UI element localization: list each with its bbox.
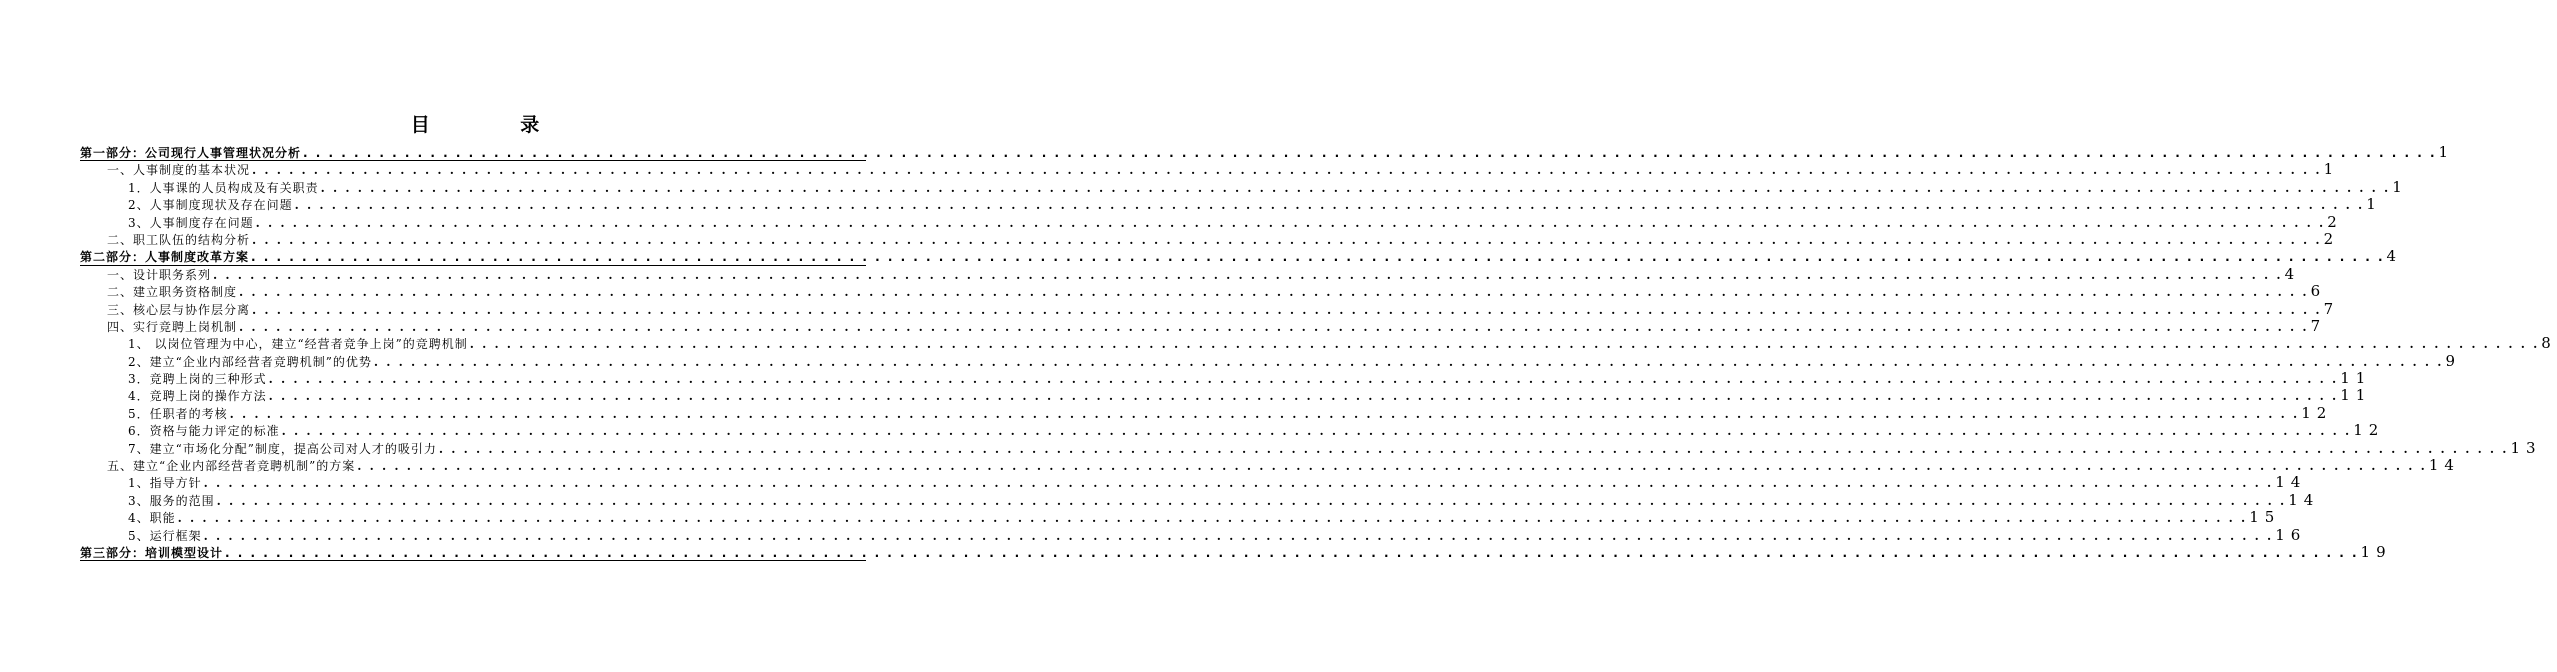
toc-entry-text: 第三部分：培训模型设计 — [80, 545, 224, 560]
toc-entry[interactable] — [80, 177, 2408, 196]
toc-entry[interactable] — [80, 334, 2557, 353]
toc-page-number: 15 — [2249, 508, 2281, 527]
toc-entry[interactable] — [80, 403, 2333, 422]
toc-dot-leader — [282, 423, 2352, 440]
toc-dot-leader — [225, 545, 2359, 562]
toc-entry-text: 二、建立职务资格制度 — [107, 285, 238, 300]
toc-page-number: 6 — [2310, 282, 2327, 301]
toc-page-number: 9 — [2445, 351, 2461, 370]
toc-dot-leader — [252, 162, 2322, 179]
toc-entry[interactable] — [80, 438, 2542, 457]
toc-entry-text: 5．任职者的考核 — [128, 406, 228, 421]
toc-entry[interactable] — [80, 282, 2327, 301]
toc-entry[interactable] — [80, 473, 2307, 492]
toc-entry[interactable] — [80, 351, 2461, 370]
toc-entry-text: 第二部分：人事制度改革方案 — [80, 250, 250, 265]
toc-dot-leader — [252, 302, 2322, 319]
toc-dot-leader — [251, 249, 2385, 266]
toc-dot-leader — [239, 319, 2309, 336]
toc-entry[interactable] — [80, 299, 2340, 318]
toc-page-number: 14 — [2428, 456, 2460, 475]
toc-dot-leader — [357, 458, 2427, 475]
toc-entry-text: 3、人事制度存在问题 — [128, 215, 254, 230]
toc-page-number: 7 — [2310, 316, 2327, 335]
toc-entry-text: 3、服务的范围 — [128, 493, 215, 508]
toc-page-number: 2 — [2323, 229, 2340, 248]
toc-dot-leader — [239, 284, 2309, 301]
toc-dot-leader — [230, 406, 2300, 423]
toc-list — [80, 143, 2557, 561]
toc-entry-text: 1、指导方针 — [128, 476, 202, 491]
toc-entry[interactable] — [80, 316, 2327, 335]
toc-entry[interactable] — [80, 264, 2301, 283]
toc-entry[interactable] — [80, 542, 2392, 561]
toc-entry-text: 2、建立“企业内部经营者竞聘机制”的优势 — [128, 354, 372, 369]
toc-page-number: 19 — [2360, 542, 2392, 561]
toc-entry[interactable] — [80, 160, 2340, 179]
toc-entry[interactable] — [80, 508, 2281, 527]
toc-page-number: 14 — [2275, 473, 2307, 492]
toc-dot-leader — [321, 180, 2391, 197]
toc-entry-text: 一、人事制度的基本状况 — [107, 163, 251, 178]
toc-dot-leader — [178, 510, 2248, 527]
toc-page-number: 11 — [2340, 386, 2372, 405]
toc-dot-leader — [213, 267, 2283, 284]
toc-entry-text: 3．竞聘上岗的三种形式 — [128, 372, 267, 387]
toc-entry-text: 四、实行竞聘上岗机制 — [107, 319, 238, 334]
toc-page-number: 12 — [2353, 421, 2385, 440]
toc-entry-text: 一、设计职务系列 — [107, 267, 212, 282]
toc-page-number: 11 — [2340, 369, 2372, 388]
toc-entry-text: 1．人事课的人员构成及有关职责 — [128, 180, 319, 195]
toc-page-number: 4 — [2386, 247, 2403, 266]
toc-page-number: 1 — [2366, 195, 2382, 214]
toc-entry[interactable] — [80, 525, 2307, 544]
toc-entry-text: 6．资格与能力评定的标准 — [128, 424, 280, 439]
toc-entry[interactable] — [80, 456, 2460, 475]
toc-dot-leader — [269, 388, 2339, 405]
toc-page-number: 13 — [2510, 438, 2542, 457]
toc-entry-text: 4、职能 — [128, 511, 176, 526]
toc-dot-leader — [439, 441, 2509, 458]
toc-page-number: 8 — [2541, 334, 2557, 353]
toc-page-number: 4 — [2284, 264, 2301, 283]
toc-entry[interactable] — [80, 369, 2372, 388]
toc-dot-leader — [295, 197, 2365, 214]
toc-page-number: 2 — [2327, 212, 2343, 231]
toc-entry-text: 5、运行框架 — [128, 528, 202, 543]
toc-entry-text: 第一部分：公司现行人事管理状况分析 — [80, 146, 302, 160]
toc-entry[interactable] — [80, 386, 2372, 405]
toc-dot-leader — [269, 371, 2339, 388]
toc-dot-leader — [303, 145, 2437, 162]
toc-dot-leader — [204, 528, 2274, 545]
toc-dot-leader — [252, 232, 2322, 249]
toc-entry-text: 三、核心层与协作层分离 — [107, 302, 251, 317]
toc-page-number: 1 — [2392, 177, 2408, 196]
toc-entry-text: 4．竞聘上岗的操作方法 — [128, 389, 267, 404]
toc-entry[interactable] — [80, 229, 2340, 248]
toc-page-number: 1 — [2438, 143, 2455, 161]
toc-entry-text: 2、人事制度现状及存在问题 — [128, 198, 293, 213]
toc-dot-leader — [374, 354, 2444, 371]
toc-page-number: 7 — [2323, 299, 2340, 318]
toc-page-number: 14 — [2288, 490, 2320, 509]
toc-title: 目 录 — [410, 114, 582, 136]
toc-entry[interactable] — [80, 143, 2455, 161]
toc-entry[interactable] — [80, 212, 2343, 231]
toc-entry[interactable] — [80, 195, 2382, 214]
toc-page-number: 16 — [2275, 525, 2307, 544]
toc-dot-leader — [204, 475, 2274, 492]
toc-entry[interactable] — [80, 490, 2320, 509]
toc-page-number: 1 — [2323, 160, 2340, 179]
toc-page-number: 12 — [2301, 403, 2333, 422]
toc-dot-leader — [217, 493, 2287, 510]
toc-entry[interactable] — [80, 421, 2385, 440]
toc-entry-text: 五、建立“企业内部经营者竞聘机制”的方案 — [107, 459, 356, 474]
toc-dot-leader — [256, 215, 2326, 232]
toc-entry-text: 1、 以岗位管理为中心，建立“经营者竞争上岗”的竞聘机制 — [128, 337, 468, 352]
toc-entry[interactable] — [80, 247, 2403, 266]
toc-dot-leader — [470, 336, 2540, 353]
toc-entry-text: 7、建立“市场化分配”制度，提高公司对人才的吸引力 — [128, 441, 437, 456]
toc-entry-text: 二、职工队伍的结构分析 — [107, 232, 251, 247]
